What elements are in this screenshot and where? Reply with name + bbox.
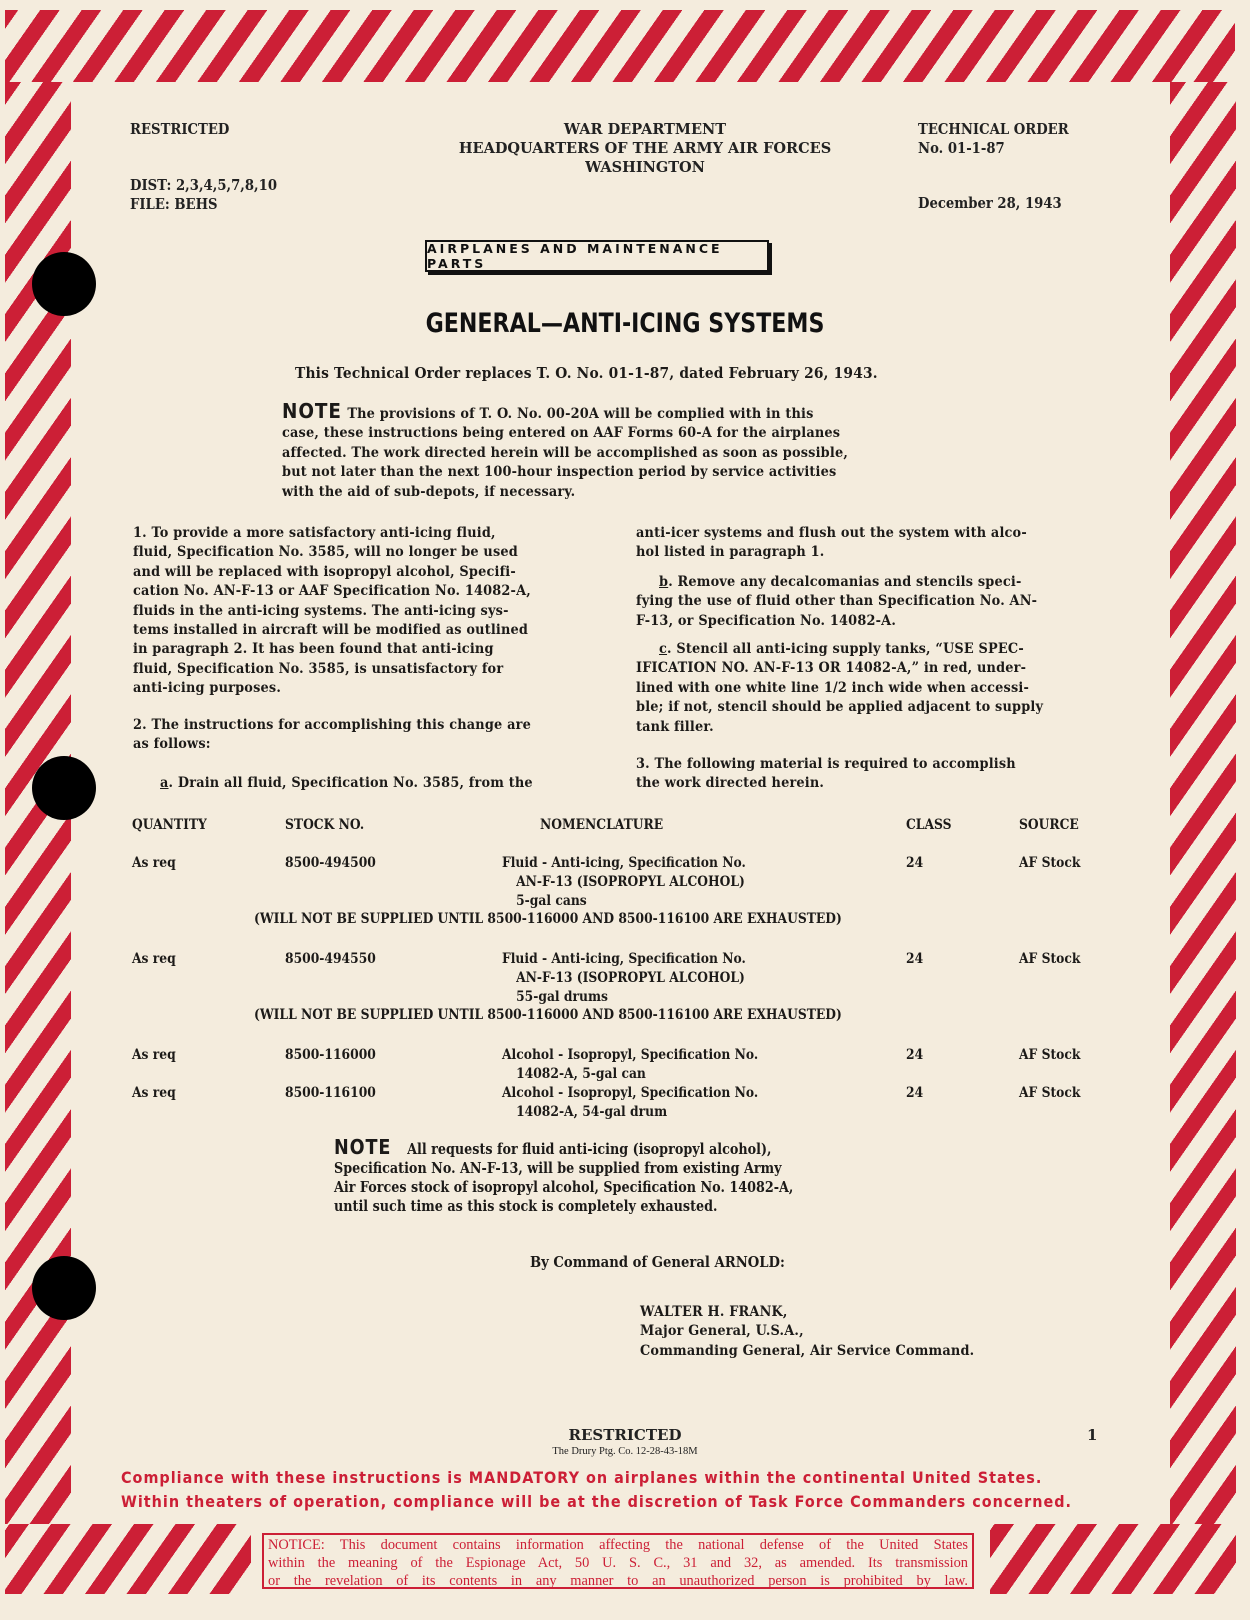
note-2: NOTE All requests for fluid anti-icing (isopropyl alcohol), Specification No. AN-F-13, will be supplied from existing Army Air Forces stock of isopropyl alcohol, Specification No. 14082-A, until such time as this stock is completely exhausted. xyxy=(334,1135,794,1215)
page-number: 1 xyxy=(1087,1426,1098,1444)
item-a: a. Drain all fluid, Specification No. 3585, from the xyxy=(160,775,533,791)
order-date: December 28, 1943 xyxy=(918,194,1062,212)
signer-title: Commanding General, Air Service Command. xyxy=(640,1342,975,1359)
compliance-notice: Compliance with these instructions is MANDATORY on airplanes within the continental United States. Within theaters of operation, compliance will be at the discretion of Task Force Commanders concerned. xyxy=(121,1468,1072,1511)
paragraph-1: 1. To provide a more satisfactory anti-icing fluid, fluid, Specification No. 3585, will no longer be used and will be replaced with isopropyl alcohol, Specifi- cation No. AN-F-13 or AAF Specification No. 14082-A, fluids in the anti-icing systems. The anti-icing sys- tems installed in aircraft will be modified as outlined in paragraph 2. It has been found that anti-icing fluid, Specification No. 3585, is unsatisfactory for anti-icing purposes. xyxy=(133,525,531,697)
command-line: By Command of General ARNOLD: xyxy=(530,1253,785,1271)
header-source: SOURCE xyxy=(1019,817,1079,833)
note-label: NOTE xyxy=(282,399,342,423)
paragraph-3: 3. The following material is required to accomplish the work directed herein. xyxy=(636,756,1016,792)
punch-hole-icon xyxy=(32,756,96,820)
document-title: GENERAL—ANTI-ICING SYSTEMS xyxy=(425,308,825,339)
signer-rank: Major General, U.S.A., xyxy=(640,1323,804,1340)
header-nomenclature: NOMENCLATURE xyxy=(540,817,664,833)
note-1: NOTE The provisions of T. O. No. 00-20A will be complied with in this case, these instructions being entered on AAF Forms 60-A for the airplanes affected. The work directed herein will be accomplished as soon as possible, but not later than the next 100-hour inspection period by service activities with the aid of sub-depots, if necessary. xyxy=(282,399,849,500)
espionage-act-notice: NOTICE: This document contains information affecting the national defense of the United States within the meaning of the Espionage Act, 50 U. S. C., 31 and 32, as amended. Its transmission or the revelation of its contents in any manner to an unauthorized person is prohibited by law. xyxy=(262,1533,974,1589)
signer-name: WALTER H. FRANK, xyxy=(640,1304,788,1320)
dist-line: DIST: 2,3,4,5,7,8,10 xyxy=(130,176,278,194)
classification-bottom: RESTRICTED xyxy=(568,1426,682,1444)
item-a-continued: anti-icer systems and flush out the system with alco- hol listed in paragraph 1. xyxy=(636,525,1027,561)
item-b: b. Remove any decalcomanias and stencils speci- fying the use of fluid other than Specification No. AN- F-13, or Specification No. 14082-A. xyxy=(636,574,1038,629)
agency-line-1: WAR DEPARTMENT xyxy=(563,121,727,138)
row-footnote: (WILL NOT BE SUPPLIED UNTIL 8500-116000 AND 8500-116100 ARE EXHAUSTED) xyxy=(254,1007,842,1023)
hazard-stripe-border-top xyxy=(5,10,1235,82)
paragraph-2: 2. The instructions for accomplishing this change are as follows: xyxy=(133,717,531,753)
order-number: No. 01-1-87 xyxy=(918,139,1005,157)
signature-block xyxy=(640,1303,974,1361)
page-body xyxy=(71,82,1170,1524)
punch-hole-icon xyxy=(32,252,96,316)
row-footnote: (WILL NOT BE SUPPLIED UNTIL 8500-116000 AND 8500-116100 ARE EXHAUSTED) xyxy=(254,911,842,927)
replaces-statement: This Technical Order replaces T. O. No. 01-1-87, dated February 26, 1943. xyxy=(295,364,878,382)
printer-line: The Drury Ptg. Co. 12-28-43-18M xyxy=(552,1446,698,1457)
distribution-info xyxy=(130,176,277,214)
order-info xyxy=(918,120,1069,158)
hazard-stripe-border-bottom-left xyxy=(5,1524,251,1594)
header-quantity: QUANTITY xyxy=(132,817,207,833)
file-line: FILE: BEHS xyxy=(130,195,218,213)
header-class: CLASS xyxy=(906,817,952,833)
category-banner: AIRPLANES AND MAINTENANCE PARTS xyxy=(425,240,769,272)
order-label: TECHNICAL ORDER xyxy=(918,120,1069,138)
agency-line-3: WASHINGTON xyxy=(585,159,705,176)
agency-line-2: HEADQUARTERS OF THE ARMY AIR FORCES xyxy=(458,140,832,157)
note-label: NOTE xyxy=(334,1135,392,1159)
hazard-stripe-border-right xyxy=(1170,82,1236,1524)
hazard-stripe-border-bottom-right xyxy=(990,1524,1236,1594)
punch-hole-icon xyxy=(32,1256,96,1320)
header-stock-no: STOCK NO. xyxy=(285,817,365,833)
item-c: c. Stencil all anti-icing supply tanks, “USE SPEC- IFICATION NO. AN-F-13 OR 14082-A,” in red, under- lined with one white line 1/2 inch wide when accessi- ble; if not, stencil should be applied adjacent to supply tank filler. xyxy=(636,641,1044,735)
classification-top: RESTRICTED xyxy=(130,120,230,138)
